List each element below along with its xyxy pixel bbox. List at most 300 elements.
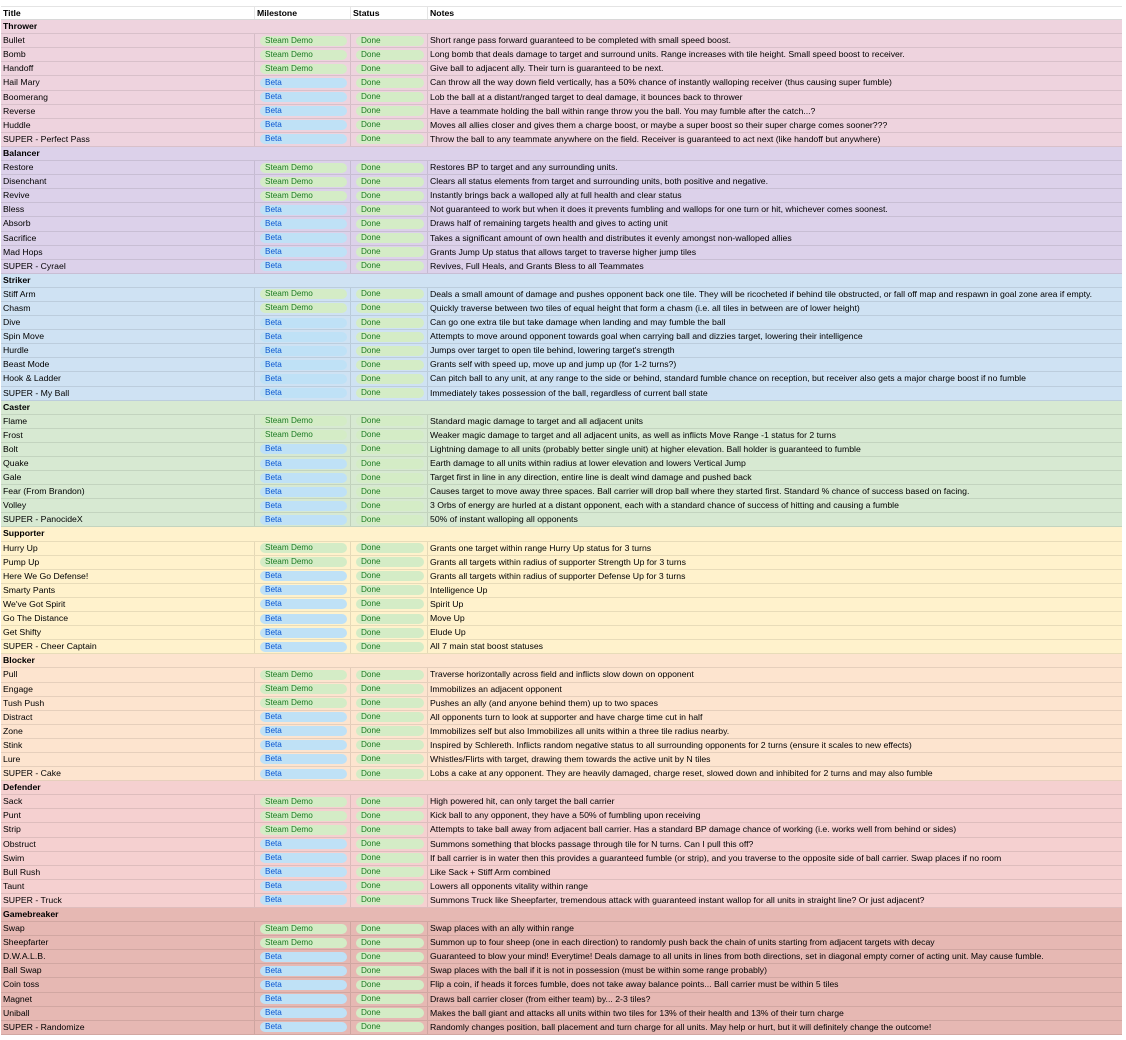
cell-status[interactable] bbox=[351, 640, 428, 653]
milestone-chip[interactable]: Beta bbox=[260, 473, 347, 483]
cell-title[interactable]: SUPER - Cyrael bbox=[1, 260, 255, 273]
milestone-chip[interactable]: Beta bbox=[260, 346, 347, 356]
status-chip[interactable]: Done bbox=[356, 346, 424, 356]
milestone-chip[interactable]: Beta bbox=[260, 318, 347, 328]
cell-title[interactable]: Dive bbox=[1, 316, 255, 329]
status-chip[interactable]: Done bbox=[356, 628, 424, 638]
cell-status[interactable] bbox=[351, 217, 428, 230]
cell-title[interactable]: Ball Swap bbox=[1, 964, 255, 977]
milestone-chip[interactable]: Steam Demo bbox=[260, 698, 347, 708]
cell-title[interactable]: Spin Move bbox=[1, 330, 255, 343]
status-chip[interactable]: Done bbox=[356, 881, 424, 891]
milestone-chip[interactable]: Beta bbox=[260, 952, 347, 962]
status-chip[interactable]: Done bbox=[356, 557, 424, 567]
cell-status[interactable] bbox=[351, 584, 428, 597]
status-chip[interactable]: Done bbox=[356, 980, 424, 990]
cell-title[interactable]: Hail Mary bbox=[1, 76, 255, 89]
cell-notes[interactable]: Randomly changes position, ball placement and turn charge for all units. May help or hurt, but it will definitely change the outcome! bbox=[430, 1021, 932, 1032]
milestone-chip[interactable]: Beta bbox=[260, 459, 347, 469]
cell-notes[interactable]: 3 Orbs of energy are hurled at a distant opponent, each with a standard chance of success of hitting and causing a fumble bbox=[430, 500, 899, 511]
cell-milestone[interactable] bbox=[255, 964, 351, 977]
cell-title[interactable]: Strip bbox=[1, 823, 255, 836]
milestone-chip[interactable]: Steam Demo bbox=[260, 191, 347, 201]
cell-title[interactable]: Punt bbox=[1, 809, 255, 822]
cell-milestone[interactable] bbox=[255, 246, 351, 259]
milestone-chip[interactable]: Beta bbox=[260, 726, 347, 736]
cell-milestone[interactable] bbox=[255, 598, 351, 611]
cell-milestone[interactable] bbox=[255, 76, 351, 89]
cell-milestone[interactable] bbox=[255, 725, 351, 738]
milestone-chip[interactable]: Steam Demo bbox=[260, 797, 347, 807]
cell-notes[interactable]: Makes the ball giant and attacks all units within two tiles for 13% of their health and 13% of their turn charge bbox=[430, 1007, 844, 1018]
milestone-chip[interactable]: Beta bbox=[260, 92, 347, 102]
cell-milestone[interactable] bbox=[255, 358, 351, 371]
cell-title[interactable]: Bomb bbox=[1, 48, 255, 61]
group-name[interactable]: Balancer bbox=[3, 147, 40, 158]
milestone-chip[interactable]: Beta bbox=[260, 1022, 347, 1032]
column-header-milestone[interactable]: Milestone bbox=[255, 7, 351, 19]
status-chip[interactable]: Done bbox=[356, 360, 424, 370]
status-chip[interactable]: Done bbox=[356, 289, 424, 299]
cell-milestone[interactable] bbox=[255, 415, 351, 428]
cell-status[interactable] bbox=[351, 950, 428, 963]
cell-milestone[interactable] bbox=[255, 866, 351, 879]
cell-notes[interactable]: Immediately takes possession of the ball, regardless of current ball state bbox=[430, 387, 708, 398]
status-chip[interactable]: Done bbox=[356, 740, 424, 750]
cell-notes[interactable]: Spirit Up bbox=[430, 598, 464, 609]
cell-milestone[interactable] bbox=[255, 302, 351, 315]
cell-notes[interactable]: Weaker magic damage to target and all adjacent units, as well as inflicts Move Range -1 status for 2 turns bbox=[430, 429, 836, 440]
cell-notes[interactable]: Flip a coin, if heads it forces fumble, does not take away balance points... Ball carrier must be within 5 tiles bbox=[430, 979, 839, 990]
group-name[interactable]: Caster bbox=[3, 401, 31, 412]
status-chip[interactable]: Done bbox=[356, 797, 424, 807]
cell-notes[interactable]: Clears all status elements from target and surrounding units, both positive and negative. bbox=[430, 176, 769, 187]
cell-notes[interactable]: 50% of instant walloping all opponents bbox=[430, 514, 578, 525]
status-chip[interactable]: Done bbox=[356, 78, 424, 88]
milestone-chip[interactable]: Beta bbox=[260, 585, 347, 595]
cell-status[interactable] bbox=[351, 1007, 428, 1020]
cell-title[interactable]: Obstruct bbox=[1, 838, 255, 851]
cell-milestone[interactable] bbox=[255, 133, 351, 146]
cell-notes[interactable]: Swap places with an ally within range bbox=[430, 923, 574, 934]
cell-notes[interactable]: Target first in line in any direction, entire line is dealt wind damage and pushed back bbox=[430, 472, 752, 483]
cell-status[interactable] bbox=[351, 471, 428, 484]
group-name[interactable]: Thrower bbox=[3, 21, 38, 32]
cell-status[interactable] bbox=[351, 795, 428, 808]
cell-title[interactable]: Disenchant bbox=[1, 175, 255, 188]
milestone-chip[interactable]: Beta bbox=[260, 571, 347, 581]
cell-title[interactable]: D.W.A.L.B. bbox=[1, 950, 255, 963]
cell-milestone[interactable] bbox=[255, 485, 351, 498]
milestone-chip[interactable]: Beta bbox=[260, 261, 347, 271]
cell-status[interactable] bbox=[351, 697, 428, 710]
milestone-chip[interactable]: Beta bbox=[260, 233, 347, 243]
status-chip[interactable]: Done bbox=[356, 712, 424, 722]
cell-milestone[interactable] bbox=[255, 48, 351, 61]
cell-milestone[interactable] bbox=[255, 316, 351, 329]
cell-milestone[interactable] bbox=[255, 640, 351, 653]
cell-status[interactable] bbox=[351, 880, 428, 893]
status-chip[interactable]: Done bbox=[356, 754, 424, 764]
cell-notes[interactable]: Can throw all the way down field vertically, has a 50% chance of instantly walloping receiver (thus causing super fumble) bbox=[430, 77, 892, 88]
cell-notes[interactable]: Summon up to four sheep (one in each direction) to randomly push back the chain of units starting from adjacent targets with decay bbox=[430, 937, 935, 948]
status-chip[interactable]: Done bbox=[356, 515, 424, 525]
cell-milestone[interactable] bbox=[255, 697, 351, 710]
cell-milestone[interactable] bbox=[255, 344, 351, 357]
cell-notes[interactable]: Grants self with speed up, move up and jump up (for 1-2 turns?) bbox=[430, 359, 677, 370]
status-chip[interactable]: Done bbox=[356, 50, 424, 60]
cell-notes[interactable]: Lobs a cake at any opponent. They are heavily damaged, charge reset, slowed down and inhibited for 2 turns and may also fumble bbox=[430, 768, 933, 779]
status-chip[interactable]: Done bbox=[356, 459, 424, 469]
cell-title[interactable]: Sacrifice bbox=[1, 232, 255, 245]
cell-status[interactable] bbox=[351, 739, 428, 752]
cell-status[interactable] bbox=[351, 711, 428, 724]
cell-notes[interactable]: Swap places with the ball if it is not in possession (must be within some range probably) bbox=[430, 965, 768, 976]
cell-title[interactable]: Swap bbox=[1, 922, 255, 935]
cell-title[interactable]: Chasm bbox=[1, 302, 255, 315]
cell-status[interactable] bbox=[351, 76, 428, 89]
milestone-chip[interactable]: Beta bbox=[260, 501, 347, 511]
cell-status[interactable] bbox=[351, 372, 428, 385]
milestone-chip[interactable]: Beta bbox=[260, 881, 347, 891]
cell-notes[interactable]: Long bomb that deals damage to target and surround units. Range increases with tile height. Small speed boost to receiver. bbox=[430, 49, 905, 60]
cell-milestone[interactable] bbox=[255, 189, 351, 202]
cell-title[interactable]: Here We Go Defense! bbox=[1, 570, 255, 583]
cell-status[interactable] bbox=[351, 415, 428, 428]
cell-status[interactable] bbox=[351, 499, 428, 512]
cell-title[interactable]: SUPER - My Ball bbox=[1, 387, 255, 400]
cell-title[interactable]: Restore bbox=[1, 161, 255, 174]
status-chip[interactable]: Done bbox=[356, 473, 424, 483]
cell-milestone[interactable] bbox=[255, 471, 351, 484]
status-chip[interactable]: Done bbox=[356, 1008, 424, 1018]
milestone-chip[interactable]: Beta bbox=[260, 980, 347, 990]
cell-status[interactable] bbox=[351, 175, 428, 188]
milestone-chip[interactable]: Steam Demo bbox=[260, 416, 347, 426]
milestone-chip[interactable]: Beta bbox=[260, 388, 347, 398]
cell-title[interactable]: Swim bbox=[1, 852, 255, 865]
cell-notes[interactable]: Not guaranteed to work but when it does it prevents fumbling and wallops for one turn or hit, whichever comes soonest. bbox=[430, 204, 888, 215]
milestone-chip[interactable]: Steam Demo bbox=[260, 177, 347, 187]
cell-title[interactable]: Taunt bbox=[1, 880, 255, 893]
cell-milestone[interactable] bbox=[255, 62, 351, 75]
cell-title[interactable]: SUPER - Cheer Captain bbox=[1, 640, 255, 653]
status-chip[interactable]: Done bbox=[356, 233, 424, 243]
cell-title[interactable]: SUPER - PanocideX bbox=[1, 513, 255, 526]
cell-milestone[interactable] bbox=[255, 880, 351, 893]
cell-status[interactable] bbox=[351, 203, 428, 216]
cell-milestone[interactable] bbox=[255, 823, 351, 836]
cell-milestone[interactable] bbox=[255, 795, 351, 808]
cell-status[interactable] bbox=[351, 189, 428, 202]
cell-title[interactable]: Boomerang bbox=[1, 91, 255, 104]
cell-status[interactable] bbox=[351, 683, 428, 696]
cell-status[interactable] bbox=[351, 232, 428, 245]
cell-notes[interactable]: Can pitch ball to any unit, at any range to the side or behind, standard fumble chance on reception, but receiver also gets a major charge boost if no fumble bbox=[430, 373, 1026, 384]
cell-milestone[interactable] bbox=[255, 372, 351, 385]
cell-status[interactable] bbox=[351, 387, 428, 400]
milestone-chip[interactable]: Beta bbox=[260, 853, 347, 863]
cell-status[interactable] bbox=[351, 302, 428, 315]
column-header-title[interactable]: Title bbox=[1, 7, 255, 19]
cell-title[interactable]: Absorb bbox=[1, 217, 255, 230]
cell-status[interactable] bbox=[351, 922, 428, 935]
milestone-chip[interactable]: Steam Demo bbox=[260, 163, 347, 173]
milestone-chip[interactable]: Beta bbox=[260, 360, 347, 370]
cell-milestone[interactable] bbox=[255, 1021, 351, 1034]
milestone-chip[interactable]: Steam Demo bbox=[260, 64, 347, 74]
cell-milestone[interactable] bbox=[255, 668, 351, 681]
status-chip[interactable]: Done bbox=[356, 444, 424, 454]
cell-milestone[interactable] bbox=[255, 429, 351, 442]
cell-status[interactable] bbox=[351, 993, 428, 1006]
cell-title[interactable]: Hurdle bbox=[1, 344, 255, 357]
cell-notes[interactable]: Immobilizes an adjacent opponent bbox=[430, 683, 562, 694]
cell-title[interactable]: Gale bbox=[1, 471, 255, 484]
cell-milestone[interactable] bbox=[255, 34, 351, 47]
cell-status[interactable] bbox=[351, 978, 428, 991]
cell-status[interactable] bbox=[351, 838, 428, 851]
status-chip[interactable]: Done bbox=[356, 247, 424, 257]
cell-notes[interactable]: Grants one target within range Hurry Up status for 3 turns bbox=[430, 542, 652, 553]
milestone-chip[interactable]: Beta bbox=[260, 515, 347, 525]
status-chip[interactable]: Done bbox=[356, 952, 424, 962]
cell-title[interactable]: Stiff Arm bbox=[1, 288, 255, 301]
milestone-chip[interactable]: Beta bbox=[260, 219, 347, 229]
cell-status[interactable] bbox=[351, 725, 428, 738]
cell-status[interactable] bbox=[351, 513, 428, 526]
status-chip[interactable]: Done bbox=[356, 811, 424, 821]
cell-milestone[interactable] bbox=[255, 542, 351, 555]
cell-status[interactable] bbox=[351, 852, 428, 865]
cell-status[interactable] bbox=[351, 1021, 428, 1034]
cell-notes[interactable]: Like Sack + Stiff Arm combined bbox=[430, 866, 551, 877]
milestone-chip[interactable]: Steam Demo bbox=[260, 684, 347, 694]
cell-title[interactable]: Huddle bbox=[1, 119, 255, 132]
status-chip[interactable]: Done bbox=[356, 839, 424, 849]
milestone-chip[interactable]: Beta bbox=[260, 895, 347, 905]
status-chip[interactable]: Done bbox=[356, 966, 424, 976]
cell-status[interactable] bbox=[351, 964, 428, 977]
cell-title[interactable]: Stink bbox=[1, 739, 255, 752]
cell-notes[interactable]: Lob the ball at a distant/ranged target to deal damage, it bounces back to thrower bbox=[430, 91, 743, 102]
cell-notes[interactable]: Summons something that blocks passage through tile for N turns. Can I pull this off? bbox=[430, 838, 754, 849]
group-name[interactable]: Gamebreaker bbox=[3, 909, 59, 919]
milestone-chip[interactable]: Steam Demo bbox=[260, 430, 347, 440]
cell-notes[interactable]: Draws ball carrier closer (from either team) by... 2-3 tiles? bbox=[430, 993, 651, 1004]
cell-notes[interactable]: Moves all allies closer and gives them a charge boost, or maybe a super boost so their super charge comes sooner??? bbox=[430, 119, 888, 130]
status-chip[interactable]: Done bbox=[356, 106, 424, 116]
cell-title[interactable]: We've Got Spirit bbox=[1, 598, 255, 611]
cell-milestone[interactable] bbox=[255, 260, 351, 273]
milestone-chip[interactable]: Beta bbox=[260, 205, 347, 215]
cell-milestone[interactable] bbox=[255, 950, 351, 963]
cell-title[interactable]: Bull Rush bbox=[1, 866, 255, 879]
cell-milestone[interactable] bbox=[255, 683, 351, 696]
cell-notes[interactable]: All opponents turn to look at supporter and have charge time cut in half bbox=[430, 711, 703, 722]
cell-notes[interactable]: Pushes an ally (and anyone behind them) up to two spaces bbox=[430, 697, 658, 708]
cell-milestone[interactable] bbox=[255, 119, 351, 132]
cell-milestone[interactable] bbox=[255, 978, 351, 991]
cell-milestone[interactable] bbox=[255, 894, 351, 907]
cell-title[interactable]: Beast Mode bbox=[1, 358, 255, 371]
status-chip[interactable]: Done bbox=[356, 726, 424, 736]
column-header-notes[interactable]: Notes bbox=[430, 8, 455, 18]
cell-notes[interactable]: Traverse horizontally across field and inflicts slow down on opponent bbox=[430, 669, 694, 680]
cell-status[interactable] bbox=[351, 62, 428, 75]
cell-notes[interactable]: Earth damage to all units within radius at lower elevation and lowers Vertical Jump bbox=[430, 458, 746, 468]
milestone-chip[interactable]: Beta bbox=[260, 628, 347, 638]
milestone-chip[interactable]: Beta bbox=[260, 444, 347, 454]
status-chip[interactable]: Done bbox=[356, 543, 424, 553]
cell-notes[interactable]: Attempts to take ball away from adjacent ball carrier. Has a standard BP damage chance of working (i.e. works well from behind or sides) bbox=[430, 824, 957, 835]
cell-status[interactable] bbox=[351, 429, 428, 442]
status-chip[interactable]: Done bbox=[356, 388, 424, 398]
cell-status[interactable] bbox=[351, 316, 428, 329]
milestone-chip[interactable]: Beta bbox=[260, 867, 347, 877]
cell-notes[interactable]: High powered hit, can only target the ball carrier bbox=[430, 796, 615, 807]
status-chip[interactable]: Done bbox=[356, 501, 424, 511]
cell-notes[interactable]: Lightning damage to all units (probably better single unit) at higher elevation. Ball holder is guaranteed to fumble bbox=[430, 443, 861, 454]
cell-milestone[interactable] bbox=[255, 457, 351, 470]
cell-status[interactable] bbox=[351, 288, 428, 301]
milestone-chip[interactable]: Steam Demo bbox=[260, 289, 347, 299]
milestone-chip[interactable]: Beta bbox=[260, 740, 347, 750]
cell-title[interactable]: Pump Up bbox=[1, 556, 255, 569]
status-chip[interactable]: Done bbox=[356, 374, 424, 384]
cell-title[interactable]: Quake bbox=[1, 457, 255, 470]
cell-milestone[interactable] bbox=[255, 570, 351, 583]
status-chip[interactable]: Done bbox=[356, 895, 424, 905]
cell-status[interactable] bbox=[351, 48, 428, 61]
status-chip[interactable]: Done bbox=[356, 599, 424, 609]
cell-title[interactable]: Bless bbox=[1, 203, 255, 216]
cell-title[interactable]: Reverse bbox=[1, 105, 255, 118]
cell-status[interactable] bbox=[351, 34, 428, 47]
cell-milestone[interactable] bbox=[255, 513, 351, 526]
status-chip[interactable]: Done bbox=[356, 416, 424, 426]
milestone-chip[interactable]: Beta bbox=[260, 1008, 347, 1018]
cell-title[interactable]: Fear (From Brandon) bbox=[1, 485, 255, 498]
milestone-chip[interactable]: Beta bbox=[260, 642, 347, 652]
cell-title[interactable]: Pull bbox=[1, 668, 255, 681]
cell-title[interactable]: Flame bbox=[1, 415, 255, 428]
milestone-chip[interactable]: Steam Demo bbox=[260, 557, 347, 567]
cell-title[interactable]: Sack bbox=[1, 795, 255, 808]
cell-status[interactable] bbox=[351, 753, 428, 766]
milestone-chip[interactable]: Beta bbox=[260, 994, 347, 1004]
cell-title[interactable]: Sheepfarter bbox=[1, 936, 255, 949]
status-chip[interactable]: Done bbox=[356, 684, 424, 694]
cell-title[interactable]: Mad Hops bbox=[1, 246, 255, 259]
cell-notes[interactable]: If ball carrier is in water then this provides a guaranteed fumble (or strip), and you traverse to the opposite side of ball carrier. Swap places if no room bbox=[430, 852, 1002, 863]
cell-status[interactable] bbox=[351, 344, 428, 357]
milestone-chip[interactable]: Beta bbox=[260, 599, 347, 609]
cell-status[interactable] bbox=[351, 133, 428, 146]
cell-milestone[interactable] bbox=[255, 993, 351, 1006]
cell-milestone[interactable] bbox=[255, 612, 351, 625]
status-chip[interactable]: Done bbox=[356, 177, 424, 187]
cell-status[interactable] bbox=[351, 119, 428, 132]
cell-milestone[interactable] bbox=[255, 556, 351, 569]
cell-status[interactable] bbox=[351, 542, 428, 555]
status-chip[interactable]: Done bbox=[356, 994, 424, 1004]
status-chip[interactable]: Done bbox=[356, 487, 424, 497]
cell-notes[interactable]: Move Up bbox=[430, 613, 465, 624]
milestone-chip[interactable]: Steam Demo bbox=[260, 303, 347, 313]
cell-notes[interactable]: Restores BP to target and any surrounding units. bbox=[430, 162, 618, 173]
status-chip[interactable]: Done bbox=[356, 1022, 424, 1032]
cell-notes[interactable]: Guaranteed to blow your mind! Everytime! Deals damage to all units in lines from both directions, set in diagonal empty corner of acting unit. May cause fumble. bbox=[430, 951, 1044, 962]
cell-notes[interactable]: Short range pass forward guaranteed to be completed with small speed boost. bbox=[430, 35, 731, 46]
status-chip[interactable]: Done bbox=[356, 134, 424, 144]
status-chip[interactable]: Done bbox=[356, 219, 424, 229]
cell-notes[interactable]: Can go one extra tile but take damage when landing and may fumble the ball bbox=[430, 317, 726, 328]
cell-notes[interactable]: Causes target to move away three spaces. Ball carrier will drop ball where they started first. Standard % chance of success based on facing. bbox=[430, 486, 970, 497]
cell-milestone[interactable] bbox=[255, 809, 351, 822]
status-chip[interactable]: Done bbox=[356, 585, 424, 595]
milestone-chip[interactable]: Beta bbox=[260, 106, 347, 116]
milestone-chip[interactable]: Beta bbox=[260, 332, 347, 342]
status-chip[interactable]: Done bbox=[356, 698, 424, 708]
status-chip[interactable]: Done bbox=[356, 614, 424, 624]
status-chip[interactable]: Done bbox=[356, 303, 424, 313]
status-chip[interactable]: Done bbox=[356, 670, 424, 680]
status-chip[interactable]: Done bbox=[356, 261, 424, 271]
status-chip[interactable]: Done bbox=[356, 853, 424, 863]
status-chip[interactable]: Done bbox=[356, 571, 424, 581]
group-name[interactable]: Defender bbox=[3, 782, 41, 793]
cell-milestone[interactable] bbox=[255, 232, 351, 245]
milestone-chip[interactable]: Beta bbox=[260, 120, 347, 130]
cell-status[interactable] bbox=[351, 457, 428, 470]
cell-title[interactable]: SUPER - Randomize bbox=[1, 1021, 255, 1034]
status-chip[interactable]: Done bbox=[356, 205, 424, 215]
cell-title[interactable]: Bolt bbox=[1, 443, 255, 456]
milestone-chip[interactable]: Steam Demo bbox=[260, 670, 347, 680]
status-chip[interactable]: Done bbox=[356, 825, 424, 835]
cell-title[interactable]: Handoff bbox=[1, 62, 255, 75]
milestone-chip[interactable]: Beta bbox=[260, 754, 347, 764]
cell-status[interactable] bbox=[351, 612, 428, 625]
status-chip[interactable]: Done bbox=[356, 332, 424, 342]
milestone-chip[interactable]: Steam Demo bbox=[260, 50, 347, 60]
cell-title[interactable]: SUPER - Truck bbox=[1, 894, 255, 907]
status-chip[interactable]: Done bbox=[356, 430, 424, 440]
cell-notes[interactable]: Draws half of remaining targets health and gives to acting unit bbox=[430, 218, 668, 229]
milestone-chip[interactable]: Steam Demo bbox=[260, 825, 347, 835]
cell-notes[interactable]: Whistles/Flirts with target, drawing them towards the active unit by N tiles bbox=[430, 753, 711, 764]
cell-status[interactable] bbox=[351, 105, 428, 118]
cell-title[interactable]: Tush Push bbox=[1, 697, 255, 710]
status-chip[interactable]: Done bbox=[356, 924, 424, 934]
cell-notes[interactable]: Throw the ball to any teammate anywhere on the field. Receiver is guaranteed to act next (like handoff but anywhere) bbox=[430, 133, 881, 144]
cell-notes[interactable]: All 7 main stat boost statuses bbox=[430, 641, 543, 652]
cell-title[interactable]: Lure bbox=[1, 753, 255, 766]
cell-title[interactable]: Volley bbox=[1, 499, 255, 512]
status-chip[interactable]: Done bbox=[356, 120, 424, 130]
milestone-chip[interactable]: Beta bbox=[260, 614, 347, 624]
cell-status[interactable] bbox=[351, 358, 428, 371]
group-name[interactable]: Supporter bbox=[3, 528, 45, 539]
cell-status[interactable] bbox=[351, 626, 428, 639]
milestone-chip[interactable]: Beta bbox=[260, 247, 347, 257]
cell-status[interactable] bbox=[351, 556, 428, 569]
milestone-chip[interactable]: Beta bbox=[260, 78, 347, 88]
status-chip[interactable]: Done bbox=[356, 769, 424, 779]
milestone-chip[interactable]: Steam Demo bbox=[260, 924, 347, 934]
cell-status[interactable] bbox=[351, 570, 428, 583]
